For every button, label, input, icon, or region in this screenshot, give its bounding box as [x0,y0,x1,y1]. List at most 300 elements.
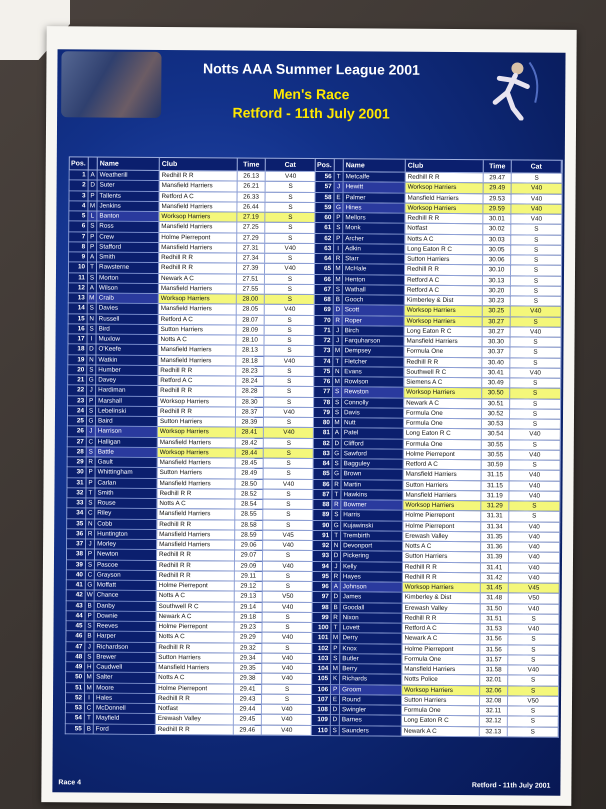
cell-name: Adkin [343,244,405,254]
cell-initial: R [334,316,343,325]
cell-club: Notts A C [403,542,481,552]
cell-cat: S [508,635,558,645]
cell-cat: S [265,325,315,335]
cell-cat: V40 [511,214,561,224]
cell-initial: N [86,519,95,528]
cell-club: Notts A C [156,673,234,683]
cell-pos: 101 [312,633,331,642]
cell-club: Worksop Harriers [406,183,484,193]
cell-cat: S [511,235,561,245]
results-sheet [41,26,576,806]
cell-initial: S [334,285,343,294]
cell-initial: G [87,375,96,384]
cell-initial: T [335,172,344,181]
cell-club: Mansfield Harriers [158,355,236,365]
cell-initial: S [333,398,342,407]
cell-initial: J [87,427,96,436]
cell-cat: S [511,225,561,235]
cell-club: Erewash Valley [156,714,234,724]
cell-pos: 63 [315,244,334,253]
cell-name: Caudwell [94,663,156,673]
cell-pos: 97 [313,592,332,601]
cell-initial: M [85,673,94,682]
cell-pos: 66 [315,275,334,284]
cell-club: Formula One [404,347,482,357]
cell-name: Bowmer [341,500,403,510]
cell-initial: R [332,480,341,489]
cell-pos: 8 [69,242,88,251]
cell-cat: S [511,276,561,286]
cell-pos: 3 [70,191,89,200]
cell-initial: D [332,551,341,560]
cell-initial: J [86,539,95,548]
cell-pos: 27 [68,437,87,446]
cell-time: 30.01 [483,214,511,223]
cell-cat: V40 [510,450,560,460]
cell-initial: L [88,211,97,220]
poster-footer [52,774,560,796]
cell-club: Newark A C [404,398,482,408]
cell-cat: V40 [266,172,316,182]
cell-name: Rowlson [342,377,404,387]
cell-cat: S [265,284,315,294]
cell-name: Richards [340,674,402,684]
cell-name: Butler [340,654,402,664]
header-initial [89,157,98,169]
cell-pos: 52 [66,693,85,702]
table-row [65,724,313,736]
cell-pos: 2 [70,181,89,190]
cell-club: Kimberley & Dist [405,296,483,306]
cell-name: Smith [95,488,157,498]
cell-name: Harris [341,510,403,520]
cell-club: Redhill R R [159,253,237,263]
cell-time: 28.18 [236,356,264,365]
cell-cat: S [508,645,558,655]
cell-initial: M [331,664,340,673]
cell-time: 30.51 [482,399,510,408]
cell-name: Wilson [97,283,159,293]
cell-pos: 68 [315,295,334,304]
cell-cat: S [511,255,561,265]
header-time: Time [484,160,512,172]
cell-time: 30.30 [482,337,510,346]
cell-club: Holme Pierrepont [159,232,237,242]
cell-time: 30.23 [483,296,511,305]
results-poster [52,49,565,796]
cell-time: 31.56 [480,634,508,643]
cell-initial: W [86,591,95,600]
cell-name: Devonport [341,541,403,551]
cell-initial: S [86,498,95,507]
cell-name: Tallents [98,191,160,201]
cell-initial: S [88,222,97,231]
cell-time: 29.44 [234,704,262,713]
cell-cat: S [508,717,558,727]
cell-club: Redhill R R [157,519,235,529]
cell-name: Hardiman [96,386,158,396]
cell-initial: B [334,295,343,304]
cell-club: Retford A C [402,624,480,634]
cell-pos: 56 [316,172,335,181]
cell-pos: 25 [68,416,87,425]
cell-pos: 21 [68,375,87,384]
cell-club: Redhill R R [406,173,484,183]
cell-pos: 31 [67,478,86,487]
cell-initial: M [333,346,342,355]
cell-name: Fletcher [342,357,404,367]
cell-time: 28.41 [236,428,264,437]
cell-club: Erewash Valley [403,531,481,541]
cell-pos: 75 [314,367,333,376]
cell-initial: J [334,326,343,335]
cell-initial: I [87,334,96,343]
cell-pos: 36 [67,529,86,538]
cell-name: Smith [97,253,159,263]
cell-time: 28.30 [236,397,264,406]
results-table-right [311,158,563,737]
cell-cat: V40 [263,602,313,612]
cell-time: 29.18 [235,612,263,621]
cell-club: Mansfield Harriers [157,478,235,488]
cell-name: Watkin [96,355,158,365]
cell-club: Redhill R R [158,407,236,417]
cell-club: Redhill R R [404,357,482,367]
cell-initial: S [87,365,96,374]
cell-time: 28.13 [236,346,264,355]
cell-time: 28.37 [236,407,264,416]
cell-name: Wathall [343,285,405,295]
cell-cat: V40 [262,715,312,725]
cell-pos: 45 [66,621,85,630]
cell-cat: S [508,655,558,665]
cell-time: 29.12 [235,581,263,590]
cell-initial: P [87,396,96,405]
cell-club: Notts A C [405,234,483,244]
cell-time: 30.13 [483,276,511,285]
cell-pos: 89 [313,510,332,519]
cell-name: Hawkins [341,490,403,500]
cell-initial: A [333,428,342,437]
cell-name: Carlan [95,478,157,488]
cell-cat: S [264,346,314,356]
cell-time: 28.42 [236,438,264,447]
cell-time: 29.45 [234,715,262,724]
cell-time: 26.13 [238,171,266,180]
cell-time: 28.44 [236,448,264,457]
cell-initial: P [86,478,95,487]
cell-cat: V40 [265,243,315,253]
footer-race-number: Race 4 [58,779,82,787]
cell-cat: V40 [511,204,561,214]
cell-club: Holme Pierrepont [403,511,481,521]
cell-name: Richardson [94,642,156,652]
cell-initial: C [86,509,95,518]
cell-pos: 28 [68,447,87,456]
cell-club: Southwell R C [157,601,235,611]
cell-club: Formula One [402,654,480,664]
cell-cat: S [510,348,560,358]
cell-cat: S [510,409,560,419]
cell-initial: P [331,644,340,653]
cell-initial: N [88,314,97,323]
cell-pos: 50 [66,673,85,682]
cell-club: Worksop Harriers [404,388,482,398]
header-club: Club [406,160,484,173]
cell-time: 26.44 [237,202,265,211]
cell-club: Redhill R R [403,572,481,582]
cell-initial: T [331,623,340,632]
cell-time: 29.35 [234,663,262,672]
cell-time: 31.39 [481,552,509,561]
cell-pos: 64 [315,254,334,263]
cell-club: Worksop Harriers [405,316,483,326]
cell-pos: 51 [66,683,85,692]
cell-pos: 53 [66,703,85,712]
cell-cat: V40 [510,430,560,440]
cell-time: 28.28 [236,387,264,396]
cell-initial: H [85,662,94,671]
cell-name: Gooch [343,295,405,305]
cell-name: McDonnell [94,704,156,714]
cell-pos: 84 [314,459,333,468]
cell-time: 28.05 [237,305,265,314]
cell-pos: 6 [69,222,88,231]
cell-club: Worksop Harriers [158,448,236,458]
cell-initial: S [85,621,94,630]
cell-pos: 1 [70,170,89,179]
cell-pos: 105 [312,674,331,683]
header-cat: Cat [266,159,316,171]
race-title: Men's Race [272,85,350,103]
cell-time: 28.09 [237,325,265,334]
cell-club: Mansfield Harriers [404,337,482,347]
cell-initial: P [89,191,98,200]
cell-cat: V40 [264,356,314,366]
cell-initial: J [85,642,94,651]
cell-pos: 98 [313,603,332,612]
cell-name: Groom [340,685,402,695]
cell-pos: 91 [313,531,332,540]
cell-name: Connolly [342,398,404,408]
cell-name: Russell [97,314,159,324]
cell-pos: 40 [67,570,86,579]
cell-pos: 80 [314,418,333,427]
cell-time: 29.13 [235,592,263,601]
cell-initial: C [85,703,94,712]
cell-name: Huntington [95,529,157,539]
cell-time: 32.13 [480,727,508,736]
cell-cat: S [262,684,312,694]
cell-cat: V50 [509,594,559,604]
cell-cat: S [263,582,313,592]
header-time: Time [238,158,266,170]
cell-name: Swingler [340,705,402,715]
cell-cat: S [263,551,313,561]
cell-initial: B [332,603,341,612]
cell-cat: S [508,727,558,737]
cell-initial: M [331,633,340,642]
cell-name: Ross [97,222,159,232]
cell-cat: S [512,173,562,183]
cell-name: Evans [342,367,404,377]
cell-cat: S [508,686,558,696]
cell-club: Formula One [404,408,482,418]
cell-name: Brewer [94,652,156,662]
cell-initial: M [334,264,343,273]
cell-time: 28.49 [236,469,264,478]
cell-name: Clifford [342,439,404,449]
cell-initial: T [332,531,341,540]
cell-time: 27.19 [237,212,265,221]
cell-club: Notfast [405,224,483,234]
cell-cat: V40 [265,264,315,274]
cell-name: Davey [96,376,158,386]
cell-pos: 81 [314,428,333,437]
cell-time: 31.50 [481,604,509,613]
cell-initial: T [88,263,97,272]
cell-initial: S [331,654,340,663]
cell-time: 31.41 [481,563,509,572]
cell-club: Mansfield Harriers [403,490,481,500]
cell-club: Retford A C [405,275,483,285]
cell-pos: 103 [312,654,331,663]
cell-pos: 10 [69,263,88,272]
cell-pos: 104 [312,664,331,673]
cell-initial: J [87,386,96,395]
cell-initial: G [333,469,342,478]
cell-time: 28.10 [236,335,264,344]
cell-club: Redhill R R [157,550,235,560]
cell-name: Humber [96,365,158,375]
cell-name: Dempsey [342,346,404,356]
cell-name: Harper [94,632,156,642]
cell-cat: S [264,377,314,387]
cell-pos: 44 [67,611,86,620]
cell-cat: S [264,336,314,346]
footer-venue-date: Retford - 11th July 2001 [471,782,551,790]
cell-club: Formula One [402,706,480,716]
cell-cat: V40 [262,725,312,735]
cell-name: Lovett [340,623,402,633]
cell-cat: S [264,366,314,376]
cell-time: 29.06 [235,540,263,549]
cell-club: Redhill R R [403,613,481,623]
cell-initial: N [332,541,341,550]
cell-club: Holme Pierrepont [156,622,234,632]
cell-pos: 54 [66,714,85,723]
cell-name: Banton [97,212,159,222]
cell-time: 31.34 [481,522,509,531]
cell-name: Kelly [341,562,403,572]
cell-cat: S [265,254,315,264]
cell-name: Davis [342,408,404,418]
cell-cat: V50 [508,696,558,706]
cell-cat: V40 [262,664,312,674]
cell-cat: S [265,295,315,305]
cell-club: Worksop Harriers [405,203,483,213]
cell-time: 30.03 [483,235,511,244]
cell-initial: S [333,387,342,396]
cell-pos: 61 [315,223,334,232]
cell-time: 32.01 [480,675,508,684]
cell-cat: S [510,389,560,399]
cell-time: 30.02 [483,224,511,233]
cell-time: 31.51 [481,614,509,623]
cell-pos: 58 [315,193,334,202]
cell-time: 31.57 [480,655,508,664]
cell-pos: 110 [312,726,331,735]
cell-cat: S [265,233,315,243]
cell-name: Ford [94,724,156,734]
header-club: Club [160,158,238,171]
cell-name: Birch [343,326,405,336]
cell-cat: S [263,571,313,581]
cell-time: 29.11 [235,571,263,580]
cell-time: 28.58 [235,520,263,529]
cell-time: 32.12 [480,716,508,725]
cell-time: 30.37 [482,347,510,356]
cell-cat: S [262,694,312,704]
poster-title: Notts AAA Summer League 2001 [202,60,420,78]
cell-initial: B [85,724,94,733]
cell-initial: K [331,674,340,683]
cell-time: 30.40 [482,358,510,367]
cell-initial: J [332,562,341,571]
cell-pos: 18 [68,345,87,354]
cell-time: 29.09 [235,561,263,570]
cell-club: Redhill R R [405,265,483,275]
cell-name: Mellors [343,213,405,223]
cell-cat: S [511,245,561,255]
cell-time: 29.46 [234,725,262,734]
cell-pos: 15 [69,314,88,323]
cell-name: Palmer [343,193,405,203]
cell-cat: S [508,676,558,686]
cell-cat: S [265,223,315,233]
cell-club: Mansfield Harriers [157,509,235,519]
cell-pos: 109 [312,715,331,724]
cell-time: 27.25 [237,223,265,232]
cell-initial: T [332,490,341,499]
cell-name: Monk [343,223,405,233]
cell-name: Chance [95,591,157,601]
cell-club: Mansfield Harriers [158,458,236,468]
cell-cat: V40 [508,624,558,634]
cell-name: O'Keefe [96,345,158,355]
cell-pos: 67 [315,285,334,294]
cell-club: Newark A C [402,634,480,644]
cell-pos: 55 [66,724,85,733]
cell-time: 29.23 [234,622,262,631]
cell-cat: V40 [512,184,562,194]
cell-cat: V40 [509,563,559,573]
cell-cat: S [510,358,560,368]
cell-club: Worksop Harriers [159,294,237,304]
cell-club: Holme Pierrepont [404,449,482,459]
cell-club: Long Eaton R C [405,244,483,254]
cell-time: 29.32 [234,643,262,652]
cell-initial: T [86,488,95,497]
cell-pos: 108 [312,705,331,714]
cell-time: 27.31 [237,243,265,252]
cell-name: Harrison [96,427,158,437]
cell-cat: V40 [511,194,561,204]
cell-name: Mayfield [94,714,156,724]
cell-time: 31.36 [481,542,509,551]
cell-name: James [341,592,403,602]
cell-pos: 94 [313,562,332,571]
